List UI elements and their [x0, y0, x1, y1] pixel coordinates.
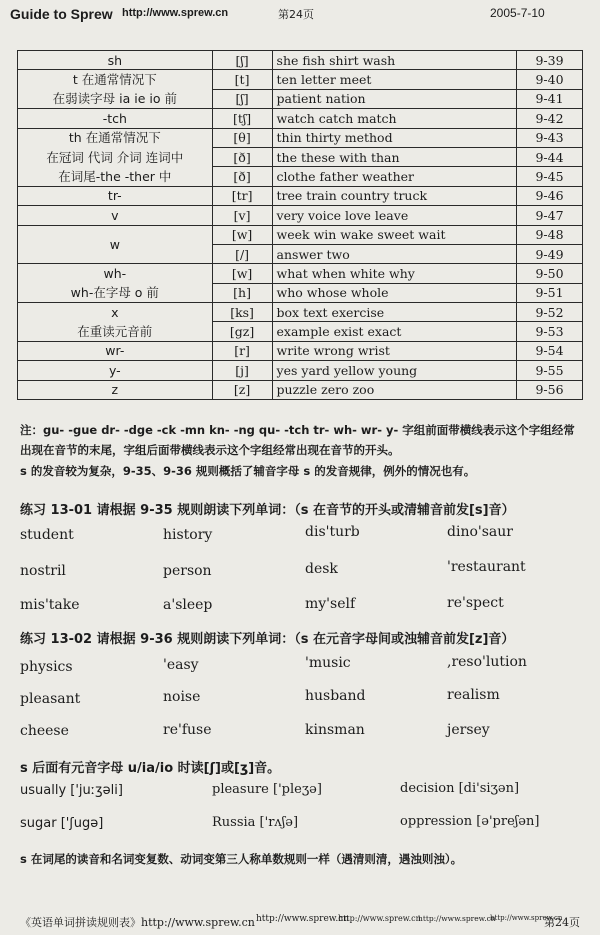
examples-cell: week win wake sweet wait	[272, 225, 517, 244]
exercise-1-word: re'spect	[447, 595, 504, 611]
table-row	[18, 89, 583, 108]
rule-number-cell: 9-43	[517, 128, 583, 147]
spelling-cell: x	[18, 303, 213, 322]
exercise-1-word: nostril	[20, 563, 66, 579]
exercise-2-word: physics	[20, 659, 73, 675]
exercise-1-word: a'sleep	[163, 597, 213, 613]
spelling-cell: v	[18, 206, 213, 225]
s-vowel-example: Russia ['rʌʃə]	[212, 815, 299, 830]
exercise-2-heading: 练习 13-02 请根据 9-36 规则朗读下列单词：（s 在元音字母间或浊辅音前发[z]音）	[20, 632, 515, 647]
footer-url[interactable]: http://www.sprew.cn	[338, 914, 421, 923]
ipa-cell: [w]	[212, 264, 272, 283]
examples-cell: ten letter meet	[272, 70, 517, 89]
spelling-rules-table	[17, 50, 583, 400]
exercise-1-word: 'restaurant	[447, 559, 526, 575]
s-vowel-example: sugar ['ʃugə]	[20, 816, 104, 831]
footer-url[interactable]: http://www.sprew.cn	[418, 914, 496, 923]
spelling-cell: y-	[18, 361, 213, 380]
page-header	[0, 0, 600, 30]
spelling-cell: z	[18, 380, 213, 399]
spelling-cell: th 在通常情况下	[18, 128, 213, 147]
exercise-2-word: cheese	[20, 723, 69, 739]
spelling-cell: wh-	[18, 264, 213, 283]
exercise-2-word: husband	[305, 688, 366, 704]
table-row	[18, 283, 583, 302]
examples-cell: example exist exact	[272, 322, 517, 341]
examples-cell: very voice love leave	[272, 206, 517, 225]
s-pronunciation-rule: s 的发音较为复杂，9-35、9-36 规则概括了辅音字母 s 的发音规律，例外的情况也有。	[20, 464, 476, 478]
ipa-cell: [w]	[212, 225, 272, 244]
ipa-cell: [t]	[212, 70, 272, 89]
table-row	[18, 322, 583, 341]
rule-number-cell: 9-56	[517, 380, 583, 399]
table-row	[18, 128, 583, 147]
ipa-cell: [ð]	[212, 167, 272, 186]
exercise-2-word: re'fuse	[163, 722, 212, 738]
table-row	[18, 206, 583, 225]
table-row	[18, 186, 583, 205]
exercise-2-word: noise	[163, 689, 201, 705]
ipa-cell: [j]	[212, 361, 272, 380]
ipa-cell: [v]	[212, 206, 272, 225]
exercise-1-word: dis'turb	[305, 524, 360, 540]
ipa-cell: [h]	[212, 283, 272, 302]
spelling-cell: 在重读元音前	[18, 322, 213, 341]
ipa-cell: [ʃ]	[212, 89, 272, 108]
examples-cell: answer two	[272, 244, 517, 263]
examples-cell: clothe father weather	[272, 167, 517, 186]
examples-cell: tree train country truck	[272, 186, 517, 205]
examples-cell: thin thirty method	[272, 128, 517, 147]
examples-cell: the these with than	[272, 147, 517, 166]
rule-number-cell: 9-51	[517, 283, 583, 302]
table-row	[18, 361, 583, 380]
exercise-2-word: 'music	[305, 655, 351, 671]
examples-cell: patient nation	[272, 89, 517, 108]
exercise-1-word: dino'saur	[447, 524, 513, 540]
exercise-2-word: pleasant	[20, 691, 81, 707]
footer-url[interactable]: http://www.sprew.cn	[490, 914, 563, 922]
exercise-2-word: ,reso'lution	[447, 654, 527, 670]
rule-number-cell: 9-40	[517, 70, 583, 89]
spelling-cell: -tch	[18, 109, 213, 128]
exercise-2-word: jersey	[447, 722, 490, 738]
exercise-1-word: desk	[305, 561, 338, 577]
spelling-cell: 在冠词 代词 介词 连词中	[18, 147, 213, 166]
table-row	[18, 147, 583, 166]
ipa-cell: [r]	[212, 341, 272, 360]
rule-number-cell: 9-46	[517, 186, 583, 205]
header-date: 2005-7-10	[490, 6, 545, 20]
exercise-1-word: my'self	[305, 596, 356, 612]
spelling-cell: w	[18, 225, 213, 264]
rule-number-cell: 9-45	[517, 167, 583, 186]
examples-cell: box text exercise	[272, 303, 517, 322]
examples-cell: puzzle zero zoo	[272, 380, 517, 399]
rule-number-cell: 9-54	[517, 341, 583, 360]
table-row	[18, 380, 583, 399]
rule-number-cell: 9-53	[517, 322, 583, 341]
final-s-rule: s 在词尾的读音和名词变复数、动词变第三人称单数规则一样（遇清则清，遇浊则浊）。	[20, 852, 463, 866]
ipa-cell: [tʃ]	[212, 109, 272, 128]
examples-cell: yes yard yellow young	[272, 361, 517, 380]
s-vowel-example: decision [di'siʒən]	[400, 781, 520, 796]
spelling-cell: tr-	[18, 186, 213, 205]
table-row	[18, 109, 583, 128]
exercise-1-word: mis'take	[20, 597, 80, 613]
s-vowel-example: usually ['juːʒəli]	[20, 783, 123, 798]
header-title: Guide to Sprew	[10, 6, 113, 22]
ipa-cell: [ð]	[212, 147, 272, 166]
header-url[interactable]: http://www.sprew.cn	[122, 7, 229, 19]
footer-page-number: 第24页	[544, 916, 580, 929]
examples-cell: watch catch match	[272, 109, 517, 128]
ipa-cell: [ʃ]	[212, 51, 272, 70]
rule-number-cell: 9-48	[517, 225, 583, 244]
ipa-cell: [z]	[212, 380, 272, 399]
exercise-1-heading: 练习 13-01 请根据 9-35 规则朗读下列单词：（s 在音节的开头或清辅音前发[s]音）	[20, 503, 515, 518]
ipa-cell: [ks]	[212, 303, 272, 322]
ipa-cell: [tr]	[212, 186, 272, 205]
spelling-cell: sh	[18, 51, 213, 70]
note-paragraph: 注：gu- -gue dr- -dge -ck -mn kn- -ng qu- -tch tr- wh- wr- y- 字组前面带横线表示这个字组经常出现在音节的末尾，字组后面带横线表示这个字组经常出现在音节的开头。	[20, 423, 575, 457]
spelling-cell: wh-在字母 o 前	[18, 283, 213, 302]
rule-number-cell: 9-55	[517, 361, 583, 380]
ipa-cell: [gz]	[212, 322, 272, 341]
rule-number-cell: 9-52	[517, 303, 583, 322]
spelling-cell: 在词尾-the -ther 中	[18, 167, 213, 186]
examples-cell: write wrong wrist	[272, 341, 517, 360]
examples-cell: she fish shirt wash	[272, 51, 517, 70]
exercise-2-word: kinsman	[305, 722, 365, 738]
table-row	[18, 70, 583, 89]
rule-number-cell: 9-50	[517, 264, 583, 283]
footer-book-title: 《英语单词拼读规则表》http://www.sprew.cn	[20, 916, 255, 929]
exercise-1-word: history	[163, 527, 213, 543]
ipa-cell: [/]	[212, 244, 272, 263]
ipa-cell: [θ]	[212, 128, 272, 147]
spelling-cell: wr-	[18, 341, 213, 360]
rule-number-cell: 9-49	[517, 244, 583, 263]
exercise-2-word: realism	[447, 687, 500, 703]
table-row	[18, 303, 583, 322]
rule-number-cell: 9-44	[517, 147, 583, 166]
examples-cell: who whose whole	[272, 283, 517, 302]
spelling-cell: 在弱读字母 ia ie io 前	[18, 89, 213, 108]
table-row	[18, 51, 583, 70]
footer-url[interactable]: http://www.sprew.cn	[256, 914, 350, 924]
exercise-2-word: 'easy	[163, 657, 199, 673]
rule-number-cell: 9-41	[517, 89, 583, 108]
rule-number-cell: 9-42	[517, 109, 583, 128]
s-vowel-example: pleasure ['pleʒə]	[212, 782, 322, 797]
header-page-number: 第24页	[278, 8, 314, 21]
spelling-cell: t 在通常情况下	[18, 70, 213, 89]
table-row	[18, 225, 583, 244]
table-row	[18, 264, 583, 283]
exercise-1-word: student	[20, 527, 74, 543]
s-vowel-rule: s 后面有元音字母 u/ia/io 时读[ʃ]或[ʒ]音。	[20, 761, 281, 776]
rule-number-cell: 9-47	[517, 206, 583, 225]
table-row	[18, 341, 583, 360]
rule-number-cell: 9-39	[517, 51, 583, 70]
table-row	[18, 167, 583, 186]
examples-cell: what when white why	[272, 264, 517, 283]
exercise-1-word: person	[163, 563, 212, 579]
s-vowel-example: oppression [ə'preʃən]	[400, 814, 540, 829]
